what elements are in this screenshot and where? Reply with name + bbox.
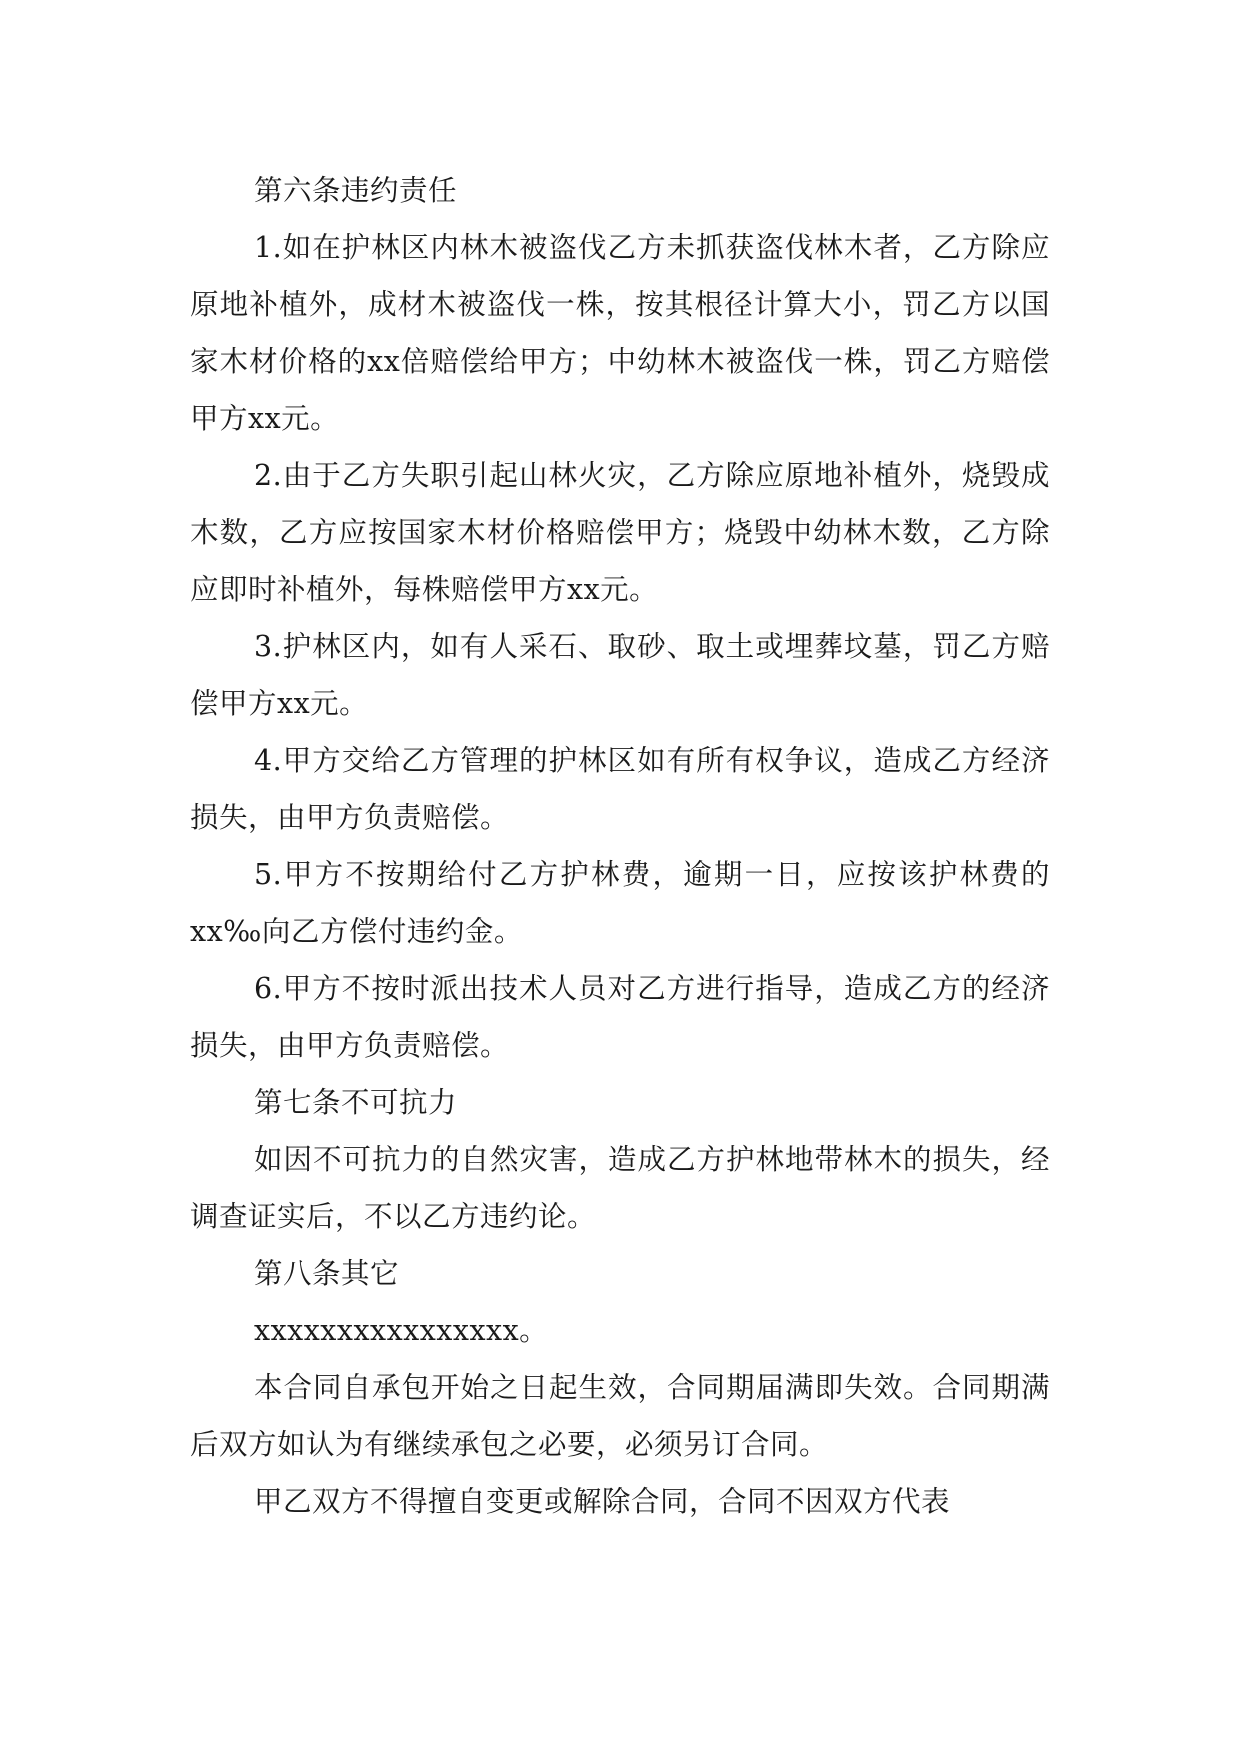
article-6-item-6: 6.甲方不按时派出技术人员对乙方进行指导，造成乙方的经济损失，由甲方负责赔偿。 [190,972,1050,1062]
article-6-item-5: 5.甲方不按期给付乙方护林费，逾期一日，应按该护林费的xx‰向乙方偿付违约金。 [190,858,1050,948]
article-7-heading: 第七条不可抗力 [254,1086,458,1119]
last-clause-fragment: 甲乙双方不得擅自变更或解除合同，合同不因双方代表 [254,1485,951,1518]
effective-clause: 本合同自承包开始之日起生效，合同期届满即失效。合同期满后双方如认为有继续承包之必要，必须另订合同。 [190,1371,1050,1461]
article-7-text: 如因不可抗力的自然灾害，造成乙方护林地带林木的损失，经调查证实后，不以乙方违约论。 [190,1143,1050,1233]
article-8-placeholder: xxxxxxxxxxxxxxxx。 [254,1314,549,1347]
article-6-item-1: 1.如在护林区内林木被盗伐乙方未抓获盗伐林木者，乙方除应原地补植外，成材木被盗伐一株，按其根径计算大小，罚乙方以国家木材价格的xx倍赔偿给甲方；中幼林木被盗伐一株，罚乙方赔偿甲方xx元。 [190,231,1050,435]
article-6-heading: 第六条违约责任 [254,174,458,207]
article-6-item-4: 4.甲方交给乙方管理的护林区如有所有权争议，造成乙方经济损失，由甲方负责赔偿。 [190,744,1050,834]
article-6-item-2: 2.由于乙方失职引起山林火灾，乙方除应原地补植外，烧毁成木数，乙方应按国家木材价格赔偿甲方；烧毁中幼林木数，乙方除应即时补植外，每株赔偿甲方xx元。 [190,459,1050,606]
contract-page [190,162,1050,1530]
article-8-heading: 第八条其它 [254,1257,400,1290]
article-6-item-3: 3.护林区内，如有人采石、取砂、取土或埋葬坟墓，罚乙方赔偿甲方xx元。 [190,630,1050,720]
